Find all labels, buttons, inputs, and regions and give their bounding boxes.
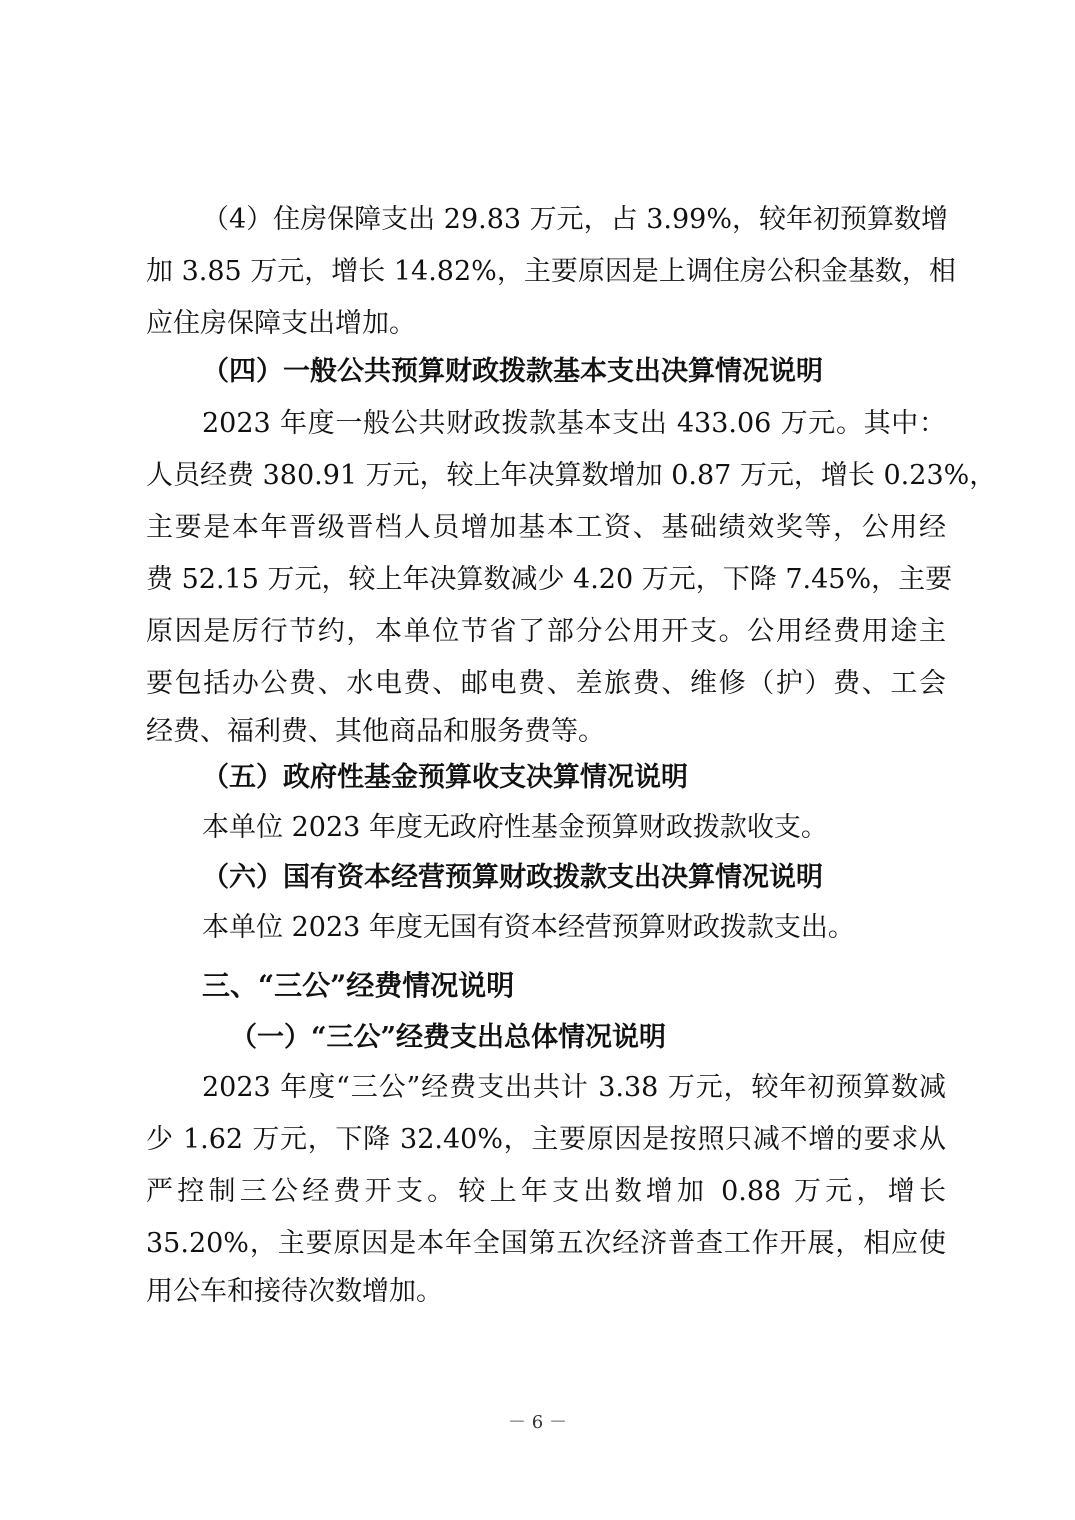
page-number: － 6 － [508, 1412, 567, 1433]
paragraph-line: 本单位 2023 年度无政府性基金预算财政拨款收支。 [202, 812, 828, 843]
paragraph-line: 人员经费 380.91 万元，较上年决算数增加 0.87 万元，增长 0.23%， [146, 460, 997, 491]
paragraph-line: 要包括办公费、水电费、邮电费、差旅费、维修（护）费、工会 [146, 668, 946, 699]
subsection-heading: （一）“三公”经费支出总体情况说明 [230, 1022, 667, 1053]
paragraph-line: 2023 年度“三公”经费支出共计 3.38 万元，较年初预算数减 [202, 1072, 946, 1103]
paragraph-line: （4）住房保障支出 29.83 万元，占 3.99%，较年初预算数增 [202, 204, 948, 235]
paragraph-line: 经费、福利费、其他商品和服务费等。 [146, 716, 605, 747]
section-heading: （四）一般公共预算财政拨款基本支出决算情况说明 [202, 356, 823, 387]
paragraph-line: 少 1.62 万元，下降 32.40%，主要原因是按照只减不增的要求从 [146, 1124, 946, 1155]
paragraph-line: 严控制三公经费开支。较上年支出数增加 0.88 万元，增长 [146, 1176, 946, 1207]
paragraph-line: 主要是本年晋级晋档人员增加基本工资、基础绩效奖等，公用经 [146, 512, 946, 543]
paragraph-line: 本单位 2023 年度无国有资本经营预算财政拨款支出。 [202, 912, 855, 943]
paragraph-line: 加 3.85 万元，增长 14.82%，主要原因是上调住房公积金基数，相 [146, 256, 956, 287]
paragraph-line: 35.20%，主要原因是本年全国第五次经济普查工作开展，相应使 [146, 1228, 946, 1259]
chapter-heading: 三、“三公”经费情况说明 [202, 969, 515, 1002]
section-heading: （五）政府性基金预算收支决算情况说明 [202, 762, 688, 793]
section-heading: （六）国有资本经营预算财政拨款支出决算情况说明 [202, 862, 823, 893]
paragraph-line: 用公车和接待次数增加。 [146, 1276, 443, 1307]
paragraph-line: 应住房保障支出增加。 [146, 308, 416, 339]
paragraph-line: 费 52.15 万元，较上年决算数减少 4.20 万元，下降 7.45%，主要 [146, 564, 953, 595]
paragraph-line: 原因是厉行节约，本单位节省了部分公用开支。公用经费用途主 [146, 616, 946, 647]
paragraph-line: 2023 年度一般公共财政拨款基本支出 433.06 万元。其中： [202, 408, 946, 439]
